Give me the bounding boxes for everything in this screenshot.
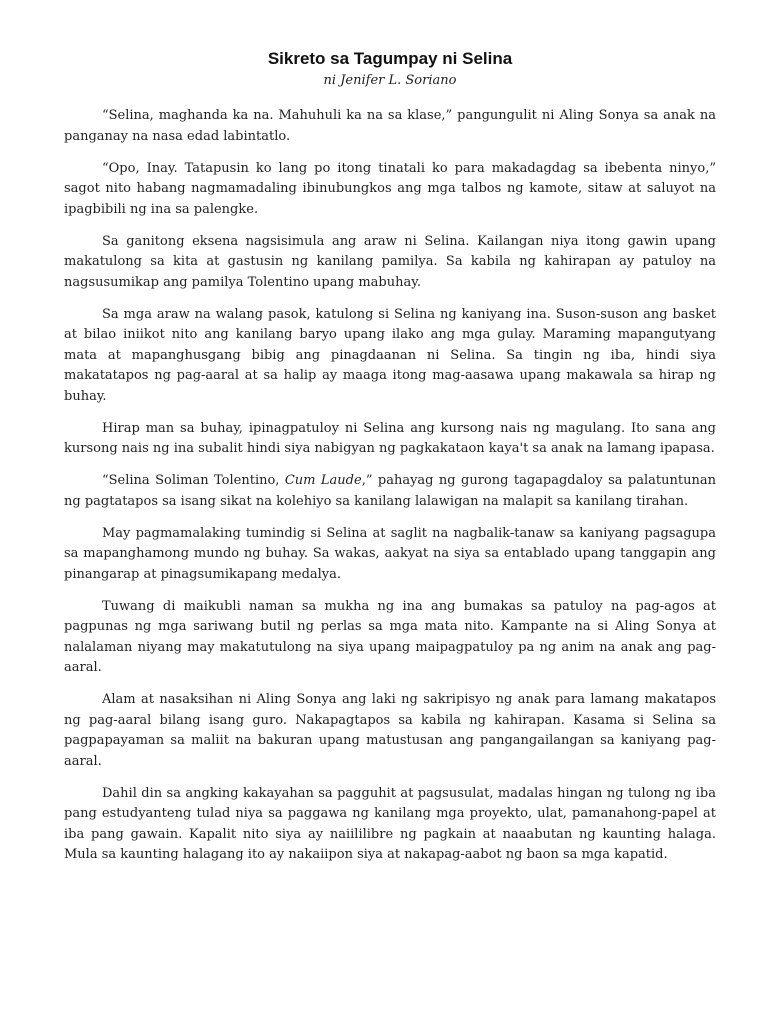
paragraph-6-lead: “Selina Soliman Tolentino,: [102, 473, 285, 488]
paragraph-6-rest: ,” pahayag ng gurong tagapagdaloy sa palatuntunan ng pagtatapos sa isang sikat na kolehiyo sa kanilang lalawigan na malapit sa kanilang tirahan.: [64, 473, 716, 509]
paragraph-10: Dahil din sa angking kakayahan sa pagguhit at pagsusulat, madalas hingan ng tulong ng iba pang estudyanteng tulad niya sa paggawa ng kanilang mga proyekto, ulat, pamanahong-papel at iba pang gawain. Kapalit nito siya ay naiililibre ng pagkain at naaabutan ng kaunting halaga. Mula sa kaunting halagang ito ay nakaiipon siya at nakapag-aabot ng baon sa mga kapatid.: [64, 785, 716, 862]
paragraph-9: Alam at nasaksihan ni Aling Sonya ang laki ng sakripisyo ng anak para lamang makatapos ng pag-aaral bilang isang guro. Nakapagtapos sa kabila ng kahirapan. Kasama si Selina sa pagpapayaman sa maliit na bakuran upang matustusan ang pangangailangan sa kaniyang pag-aaral.: [64, 692, 716, 769]
paragraph-4: Sa mga araw na walang pasok, katulong si Selina ng kaniyang ina. Suson-suson ang basket at bilao iniikot nito ang kanilang baryo upang ilako ang mga gulay. Maraming mapangutyang mata at mapanghusgang bibig ang pinagdaanan ni Selina. Sa tingin ng iba, hindi siya makatatapos ng pag-aaral at sa halip ay maaga itong mag-aasawa upang makawala sa hirap ng buhay.: [64, 306, 716, 404]
story-title: Sikreto sa Tagumpay ni Selina: [267, 49, 513, 68]
paragraph-2: “Opo, Inay. Tatapusin ko lang po itong tinatali ko para makadagdag sa ibebenta ninyo,” sagot nito habang nagmamadaling ibinubungkos ang mga talbos ng kamote, sitaw at saluyot na ipagbibili ng ina sa palengke.: [64, 160, 716, 217]
paragraph-7: May pagmamalaking tumindig si Selina at saglit na nagbalik-tanaw sa kaniyang pagsagupa sa mapanghamong mundo ng buhay. Sa wakas, aakyat na siya sa entablado upang tanggapin ang pinangarap at pinagsumikapang medalya.: [64, 525, 716, 582]
paragraph-1: “Selina, maghanda ka na. Mahuhuli ka na sa klase,” pangungulit ni Aling Sonya sa anak na panganay na nasa edad labintatlo.: [64, 108, 716, 144]
paragraph-3: Sa ganitong eksena nagsisimula ang araw ni Selina. Kailangan niya itong gawin upang makatulong sa kita at gastusin ng kanilang pamilya. Sa kabila ng kahirapan ay patuloy na nagsusumikap ang pamilya Tolentino upang mabuhay.: [64, 233, 716, 290]
paragraph-5: Hirap man sa buhay, ipinagpatuloy ni Selina ang kursong nais ng magulang. Ito sana ang kursong nais ng ina subalit hindi siya nabigyan ng pagkakataon kaya't sa anak na lamang ipapasa.: [64, 420, 716, 456]
paragraph-8: Tuwang di maikubli naman sa mukha ng ina ang bumakas sa patuloy na pag-agos at pagpunas ng mga sariwang butil ng perlas sa mga mata nito. Kampante na si Aling Sonya at nalalaman niyang may makatutulong na siya upang maipagpatuloy pa ng anim na anak ang pag-aaral.: [64, 598, 716, 675]
paragraph-6: [64, 471, 716, 512]
paragraph-6-emphasis: Cum Laude: [284, 473, 362, 488]
story-author: ni Jenifer L. Soriano: [323, 73, 457, 88]
